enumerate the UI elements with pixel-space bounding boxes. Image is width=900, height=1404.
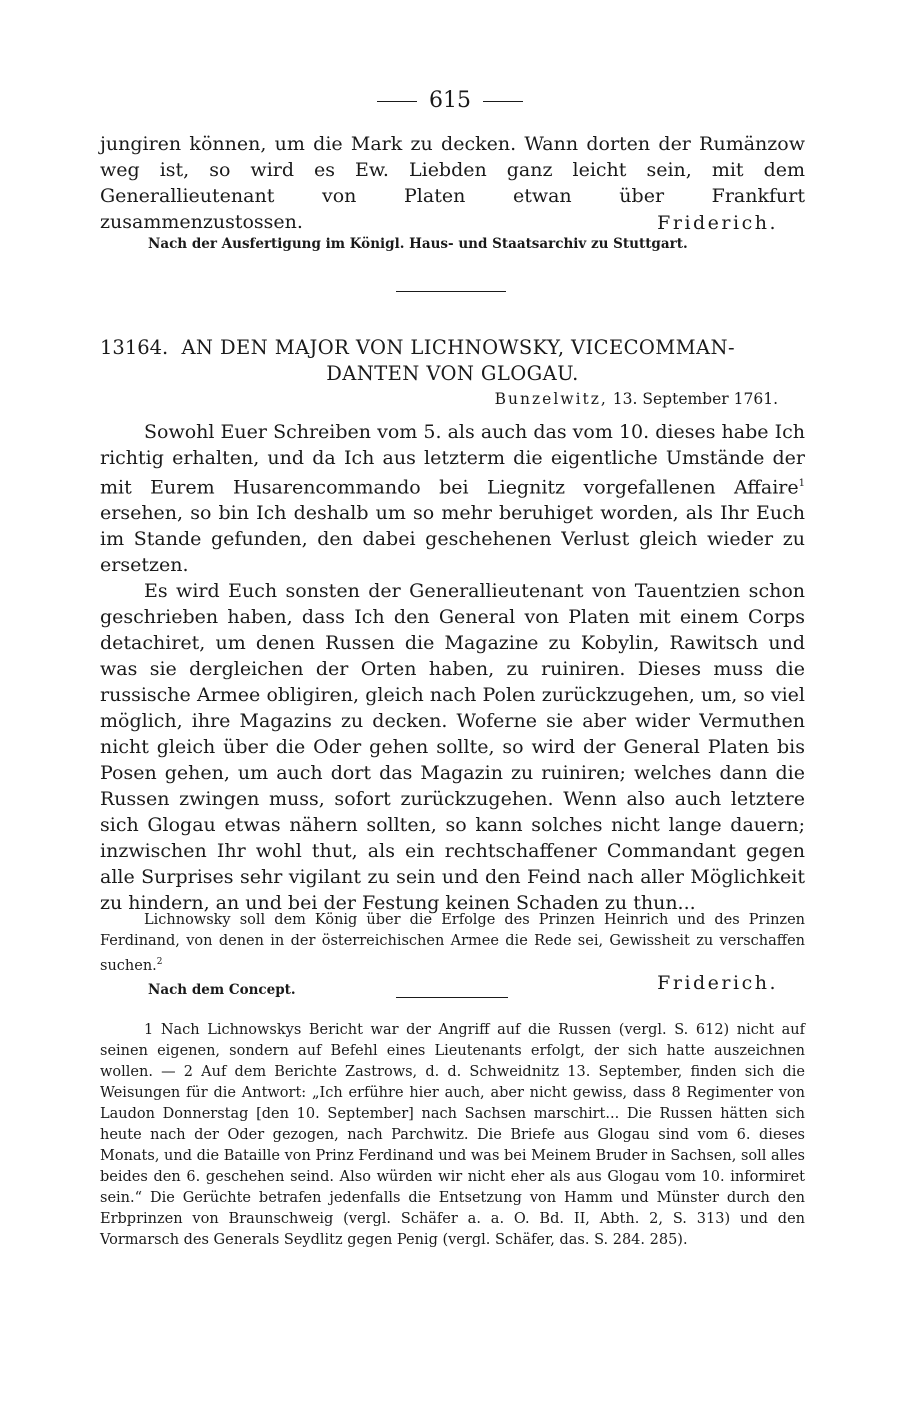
letter-source-note: Nach dem Concept. bbox=[148, 982, 296, 998]
letter-number: 13164. bbox=[100, 336, 169, 359]
section-divider bbox=[396, 291, 506, 292]
letter-place: Bunzelwitz, bbox=[494, 390, 608, 408]
letter-addressee-line1: AN DEN MAJOR VON LICHNOWSKY, VICECOMMAN- bbox=[181, 336, 735, 359]
page-number bbox=[0, 88, 900, 113]
letter-summary bbox=[100, 910, 805, 977]
letter-dateline bbox=[495, 390, 778, 408]
letter-heading-line2: DANTEN VON GLOGAU. bbox=[326, 362, 579, 385]
letter-heading bbox=[100, 335, 805, 387]
letter-summary-text: Lichnowsky soll dem König über die Erfolge des Prinzen Heinrich und des Prinzen Ferdinand, von denen in der österreichischen Armee die Rede sei, Gewissheit zu verschaffen suchen. bbox=[100, 912, 805, 974]
letter-paragraph-1 bbox=[100, 419, 805, 578]
footnote-divider bbox=[396, 997, 508, 998]
letter-date: 13. September 1761. bbox=[612, 390, 778, 408]
footnote-text: 1 Nach Lichnowskys Bericht war der Angriff auf die Russen (vergl. S. 612) nicht auf seinen eigenen, sondern auf Befehl eines Lieutenants erfolgt, der sich hatte auszeichnen wollen. — 2 Auf dem Berichte Zastrows, d. d. Schweidnitz 13. September, finden sich die Weisungen für die Antwort: „Ich erführe hier auch, aber nicht gewiss, dass 8 Regimenter von Laudon Donnerstag [den 10. September] nach Sachsen marschirt... Die Russen hätten sich heute nach der Oder gezogen, nach Parchwitz. Die Briefe aus Glogau sind vom 6. dieses Monats, und die Bataille von Prinz Ferdinand und was bei Meinem Bruder in Sachsen, soll alles beides den 6. geschehen seind. Also würden wir nicht eher als aus Glogau vom 10. informiret sein.“ Die Gerüchte betrafen jedenfalls die Entsetzung von Hamm und Münster durch den Erbprinzen von Braunschweig (vergl. Schäfer a. a. O. Bd. II, Abth. 2, S. 313) und den Vormarsch des Generals Seydlitz gegen Penig (vergl. Schäfer, das. S. 284. 285). bbox=[100, 1022, 805, 1248]
page-number-text: 615 bbox=[429, 88, 471, 113]
letter-paragraph-1-rest: ersehen, so bin Ich deshalb um so mehr beruhiget worden, als Ihr Euch im Stande gefunden, den dabei geschehenen Verlust gleich wieder zu ersetzen. bbox=[100, 502, 805, 577]
letter-paragraph-2: Es wird Euch sonsten der Generallieutenant von Tauentzien schon geschrieben haben, dass Ich den General von Platen mit einem Corps detachiret, um denen Russen die Magazine zu Kobylin, Rawitsch und was sie dergleichen der Orten haben, zu ruiniren. Dieses muss die russische Armee obligiren, gleich nach Polen zurückzugehen, um, so viel möglich, ihre Magazins zu decken. Woferne sie aber wider Vermuthen nicht gleich über die Oder gehen sollte, so wird der General Platen bis Posen gehen, um auch dort das Magazin zu ruiniren; welches dann die Russen zwingen muss, sofort zurückzugehen. Wenn also auch letztere sich Glogau etwas nähern sollten, so kann solches nicht lange dauern; inzwischen Ihr wohl thut, als ein rechtschaffener Commandant gegen alle Surprises sehr vigilant zu sein und den Feind nach aller Möglichkeit zu hindern, an und bei der Festung keinen Schaden zu thun... bbox=[100, 580, 805, 915]
letter-paragraph-1-text: Sowohl Euer Schreiben vom 5. als auch das vom 10. dieses habe Ich richtig erhalten, und da Ich aus letzterm die eigentliche Umstände der mit Eurem Husarencommando bei Liegnitz vorgefallenen Affaire bbox=[100, 421, 805, 499]
page-number-dash-left bbox=[377, 101, 417, 102]
letter-heading-line1 bbox=[100, 335, 805, 361]
letter-signature: Friderich. bbox=[657, 972, 778, 994]
page-number-dash-right bbox=[483, 101, 523, 102]
previous-letter-signature: Friderich. bbox=[657, 212, 778, 234]
footnotes bbox=[100, 1020, 805, 1251]
footnote-marker-2: 2 bbox=[156, 957, 163, 967]
footnote-marker-1: 1 bbox=[798, 478, 805, 489]
letter-summary-paragraph bbox=[100, 910, 805, 977]
previous-letter-source-note: Nach der Ausfertigung im Königl. Haus- und Staatsarchiv zu Stuttgart. bbox=[148, 236, 688, 252]
letter-body bbox=[100, 419, 805, 916]
previous-letter-text: jungiren können, um die Mark zu decken. Wann dorten der Rumänzow weg ist, so wird es Ew. Liebden ganz leicht sein, mit dem Generallieutenant von Platen etwan über Frankfurt zusammenzustossen. bbox=[100, 133, 805, 233]
